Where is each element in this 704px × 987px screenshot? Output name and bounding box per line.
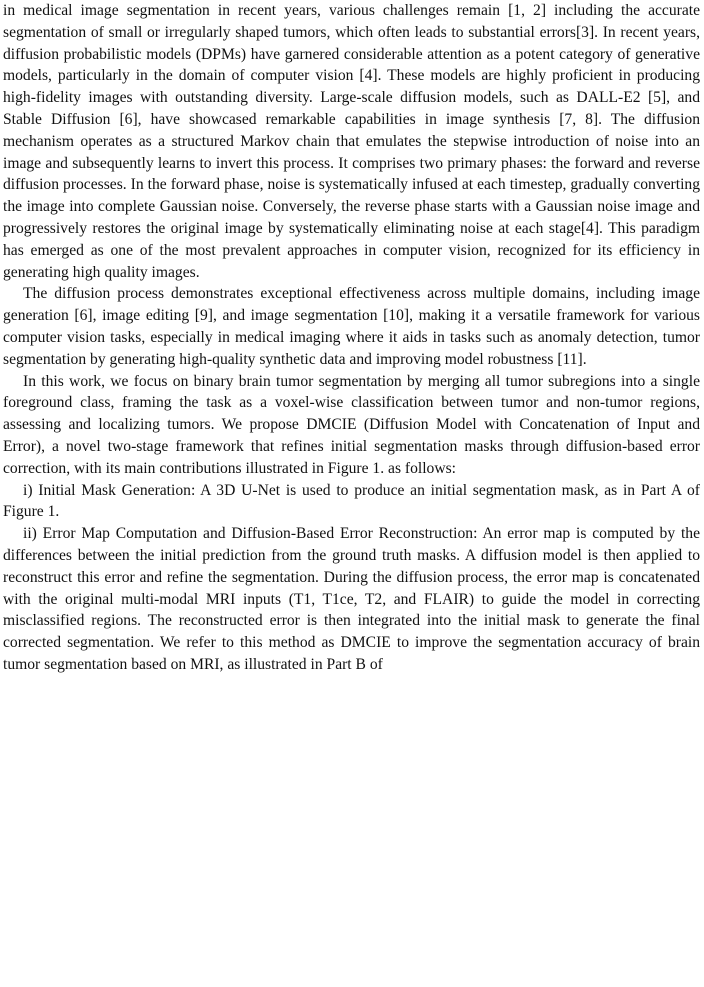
paragraph-this-work: In this work, we focus on binary brain tumor segmentation by merging all tumor subregions into a single foreground class, framing the task as a voxel-wise classification between tumor and non-tumor regions, assessing and localizing tumors. We propose DMCIE (Diffusion Model with Concatenation of Input and Error), a novel two-stage framework that refines initial segmentation masks through diffusion-based error correction, with its main contributions illustrated in Figure 1. as follows: xyxy=(3,372,700,477)
paper-page xyxy=(3,0,700,676)
paragraph-intro-diffusion: in medical image segmentation in recent years, various challenges remain [1, 2] including the accurate segmentation of small or irregularly shaped tumors, which often leads to substantial errors[3]. In recent years, diffusion probabilistic models (DPMs) have garnered considerable attention as a potent category of generative models, particularly in the domain of computer vision [4]. These models are highly proficient in producing high-fidelity images with outstanding diversity. Large-scale diffusion models, such as DALL-E2 [5], and Stable Diffusion [6], have showcased remarkable capabilities in image synthesis [7, 8]. The diffusion mechanism operates as a structured Markov chain that emulates the stepwise introduction of noise into an image and subsequently learns to invert this process. It comprises two primary phases: the forward and reverse diffusion processes. In the forward phase, noise is systematically infused at each timestep, gradually converting the image into complete Gaussian noise. Conversely, the reverse phase starts with a Gaussian noise image and progressively restores the original image by systematically eliminating noise at each stage[4]. This paradigm has emerged as one of the most prevalent approaches in computer vision, recognized for its efficiency in generating high quality images. xyxy=(3,2,700,281)
paragraph-contribution-1: i) Initial Mask Generation: A 3D U-Net is used to produce an initial segmentation mask, as in Part A of Figure 1. xyxy=(3,481,700,521)
paragraph-contribution-2: ii) Error Map Computation and Diffusion-Based Error Reconstruction: An error map is computed by the differences between the initial prediction from the ground truth masks. A diffusion model is then applied to reconstruct this error and refine the segmentation. During the diffusion process, the error map is concatenated with the original multi-modal MRI inputs (T1, T1ce, T2, and FLAIR) to guide the model in correcting misclassified regions. The reconstructed error is then integrated into the initial mask to generate the final corrected segmentation. We refer to this method as DMCIE to improve the segmentation accuracy of brain tumor segmentation based on MRI, as illustrated in Part B of xyxy=(3,525,700,673)
paragraph-diffusion-applications: The diffusion process demonstrates exceptional effectiveness across multiple domains, including image generation [6], image editing [9], and image segmentation [10], making it a versatile framework for various computer vision tasks, especially in medical imaging where it aids in tasks such as anomaly detection, tumor segmentation by generating high-quality synthetic data and improving model robustness [11]. xyxy=(3,285,700,368)
